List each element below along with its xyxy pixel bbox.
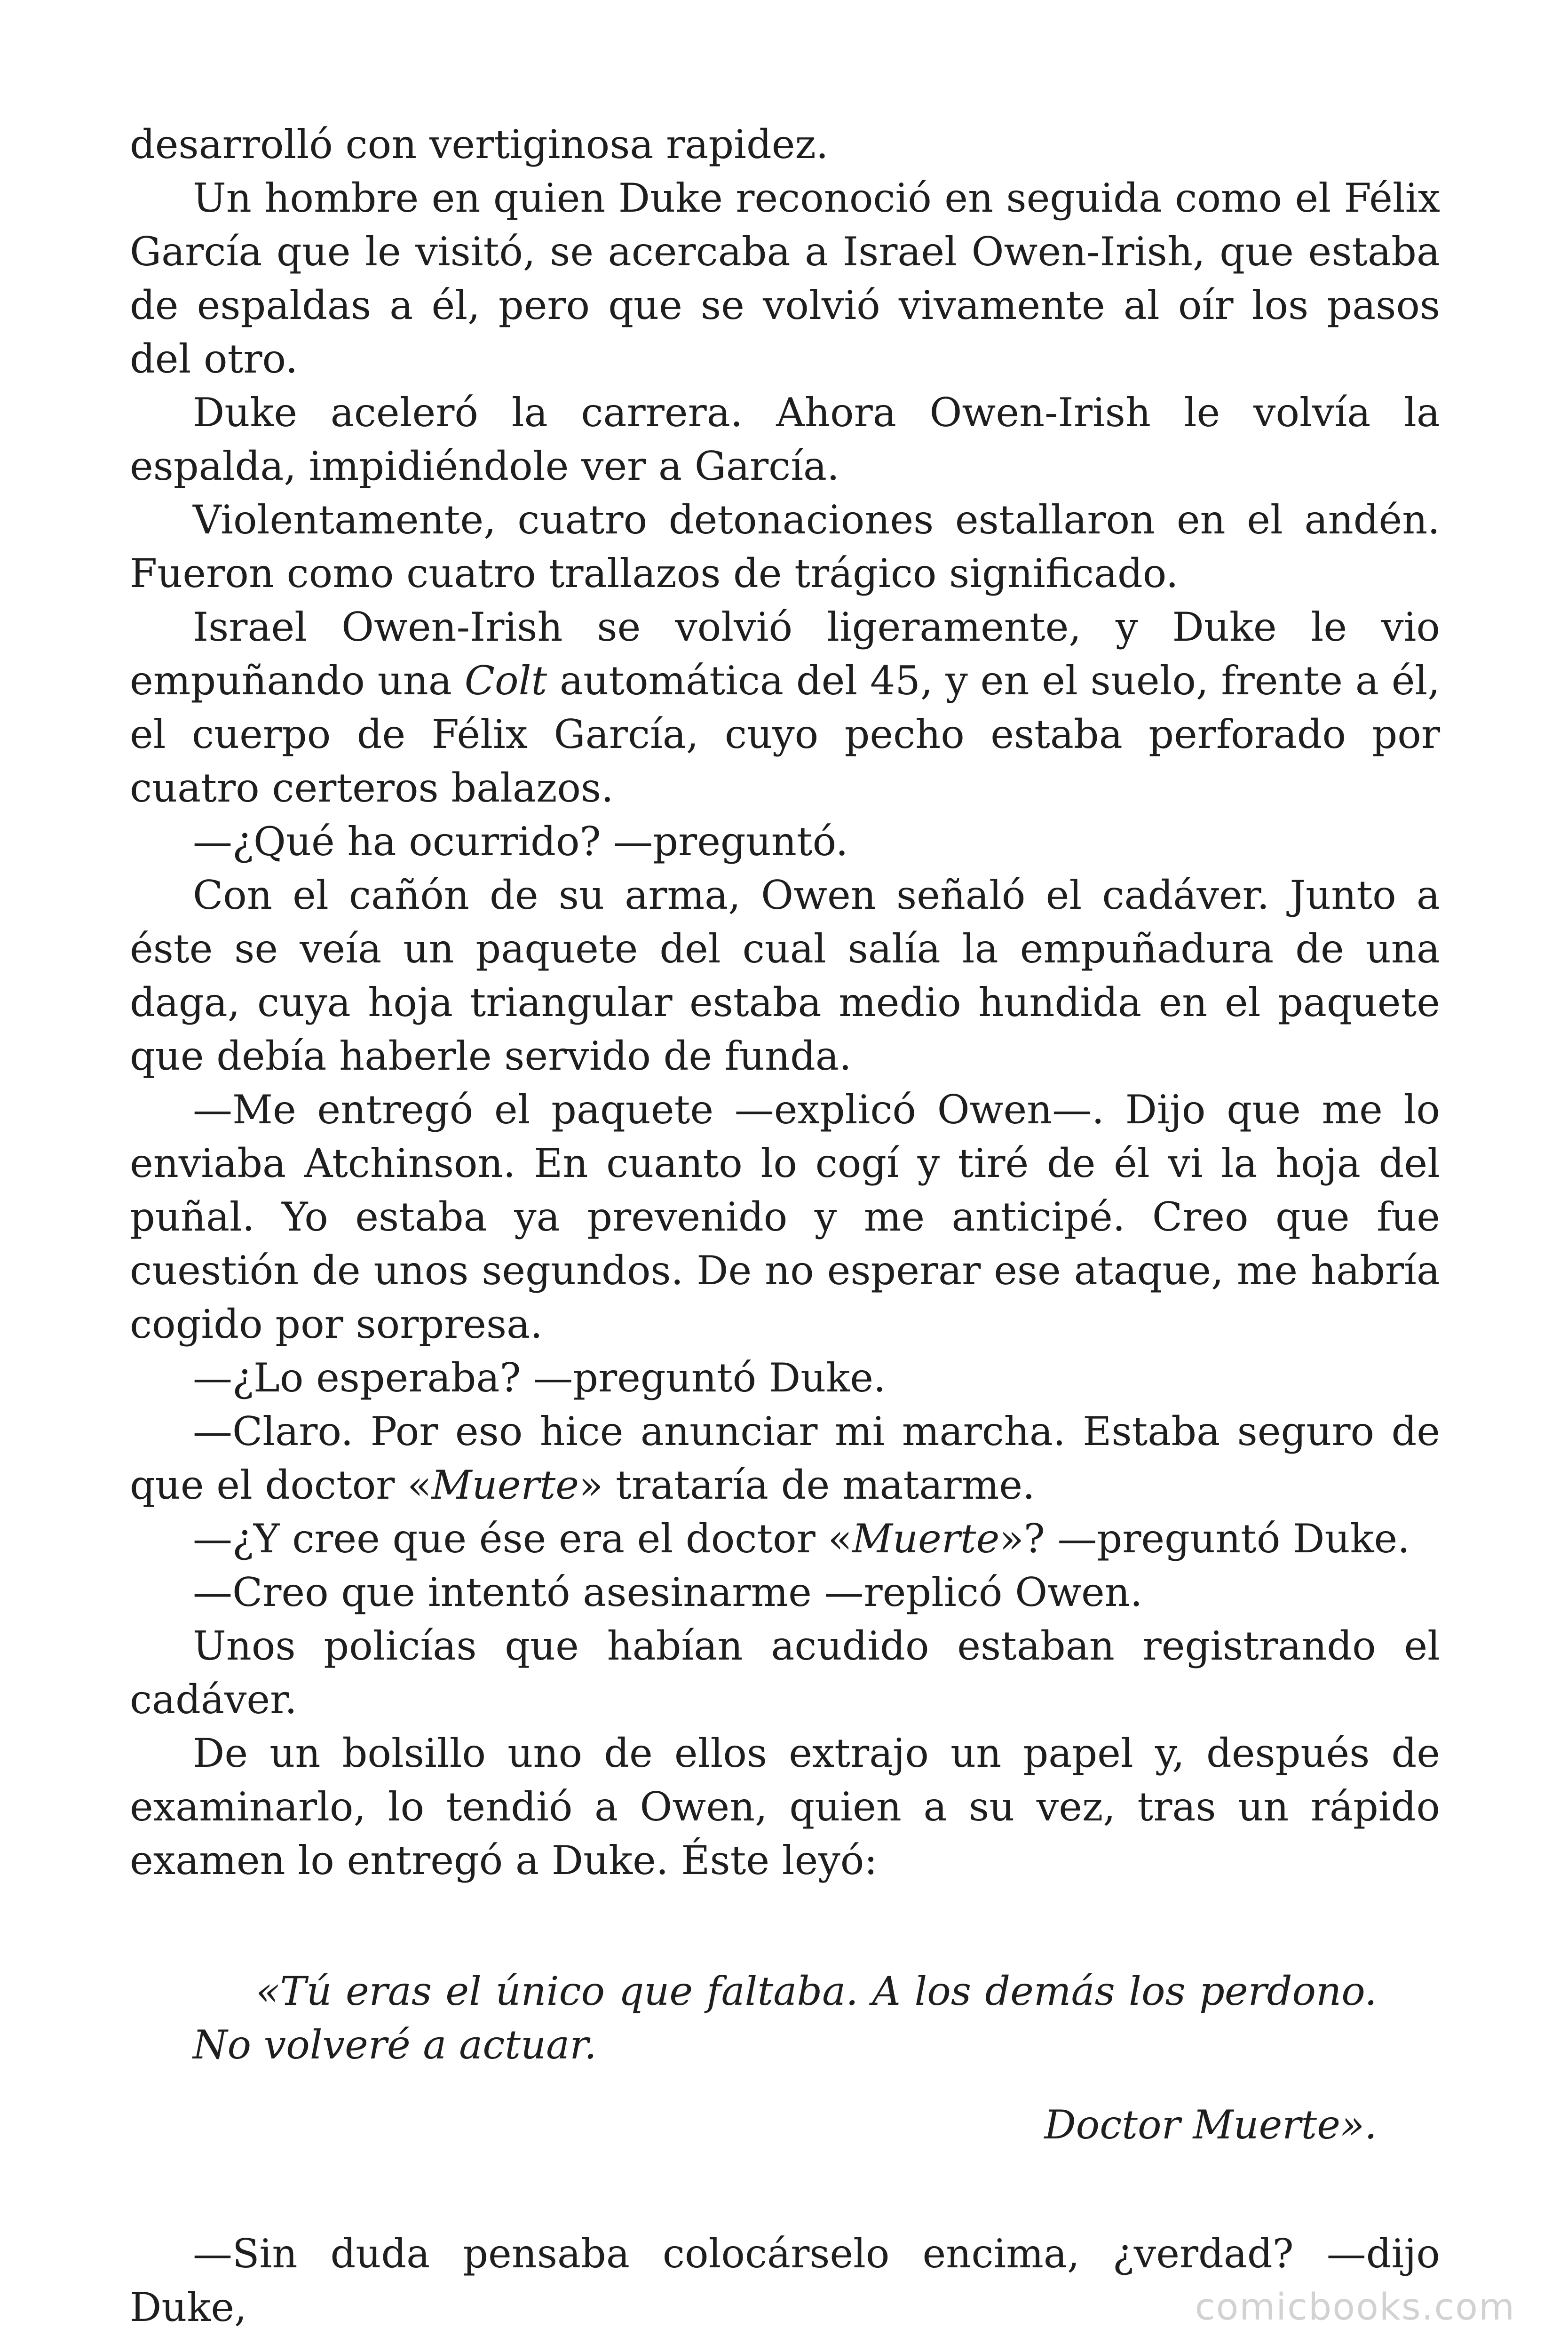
text-run: —¿Lo esperaba? —preguntó Duke. bbox=[193, 1355, 886, 1401]
text-run: Un hombre en quien Duke reconoció en seguida como el Félix García que le visitó, se acercaba a Israel Owen-Irish, que estaba de espaldas a él, pero que se volvió vivamente al oír los pasos del otro. bbox=[130, 175, 1440, 382]
text-run: »? —preguntó Duke. bbox=[999, 1516, 1410, 1562]
paragraph bbox=[130, 1619, 1440, 1726]
italic-text-run: Muerte bbox=[852, 1516, 1000, 1562]
text-run: Unos policías que habían acudido estaban registrando el cadáver. bbox=[130, 1623, 1440, 1723]
note-signature: Doctor Muerte». bbox=[1044, 2102, 1377, 2148]
paragraph bbox=[130, 1351, 1440, 1405]
paragraph bbox=[130, 1083, 1440, 1351]
paragraph bbox=[130, 868, 1440, 1083]
paragraph bbox=[130, 815, 1440, 868]
text-run: automática del 45, y en el suelo, frente a él, el cuerpo de Félix García, cuyo pecho estaba perforado por cuatro certeros balazos. bbox=[130, 658, 1440, 811]
text-run: » trataría de matarme. bbox=[578, 1462, 1035, 1508]
text-run: —Creo que intentó asesinarme —replicó Owen. bbox=[193, 1569, 1143, 1615]
text-run: —¿Qué ha ocurrido? —preguntó. bbox=[193, 818, 848, 865]
paragraphs-before-letter bbox=[130, 118, 1440, 1887]
body-text bbox=[130, 118, 1440, 2334]
paragraph bbox=[130, 1512, 1440, 1565]
italic-text-run: Colt bbox=[464, 658, 547, 704]
paragraph bbox=[130, 171, 1440, 386]
paragraph bbox=[130, 1565, 1440, 1619]
watermark: comicbooks.com bbox=[1195, 2286, 1515, 2328]
paragraph bbox=[130, 600, 1440, 815]
text-run: Violentamente, cuatro detonaciones estallaron en el andén. Fueron como cuatro trallazos de trágico significado. bbox=[130, 497, 1440, 596]
paragraph bbox=[130, 1405, 1440, 1512]
paragraph bbox=[130, 493, 1440, 600]
paragraph bbox=[130, 1726, 1440, 1887]
text-run: desarrolló con vertiginosa rapidez. bbox=[130, 121, 829, 167]
text-run: Israel Owen-Irish se volvió ligeramente, y Duke le vio empuñando una bbox=[130, 604, 1440, 704]
text-run: Con el cañón de su arma, Owen señaló el cadáver. Junto a éste se veía un paquete del cual salía la empuñadura de una daga, cuya hoja triangular estaba medio hundida en el paquete que debía haberle servido de funda. bbox=[130, 872, 1440, 1079]
text-run: Duke aceleró la carrera. Ahora Owen-Irish le volvía la espalda, impidiéndole ver a García. bbox=[130, 389, 1440, 489]
italic-text-run: Muerte bbox=[431, 1462, 579, 1508]
quoted-note bbox=[130, 1964, 1440, 2152]
text-run: —¿Y cree que ése era el doctor « bbox=[193, 1516, 852, 1562]
text-run: —Claro. Por eso hice anunciar mi marcha. Estaba seguro de que el doctor « bbox=[130, 1408, 1440, 1508]
paragraph bbox=[130, 118, 1440, 171]
text-run: —Sin duda pensaba colocárselo encima, ¿verdad? —dijo Duke, bbox=[130, 2231, 1440, 2330]
paragraph bbox=[130, 386, 1440, 493]
text-run: De un bolsillo uno de ellos extrajo un papel y, después de examinarlo, lo tendió a Owen, quien a su vez, tras un rápido examen lo entregó a Duke. Éste leyó: bbox=[130, 1730, 1440, 1883]
text-run: —Me entregó el paquete —explicó Owen—. Dijo que me lo enviaba Atchinson. En cuanto lo cogí y tiré de él vi la hoja del puñal. Yo estaba ya prevenido y me anticipé. Creo que fue cuestión de unos segundos. De no esperar ese ataque, me habría cogido por sorpresa. bbox=[130, 1087, 1440, 1347]
note-body: «Tú eras el único que faltaba. A los demás los perdono. No volveré a actuar. bbox=[193, 1968, 1377, 2068]
